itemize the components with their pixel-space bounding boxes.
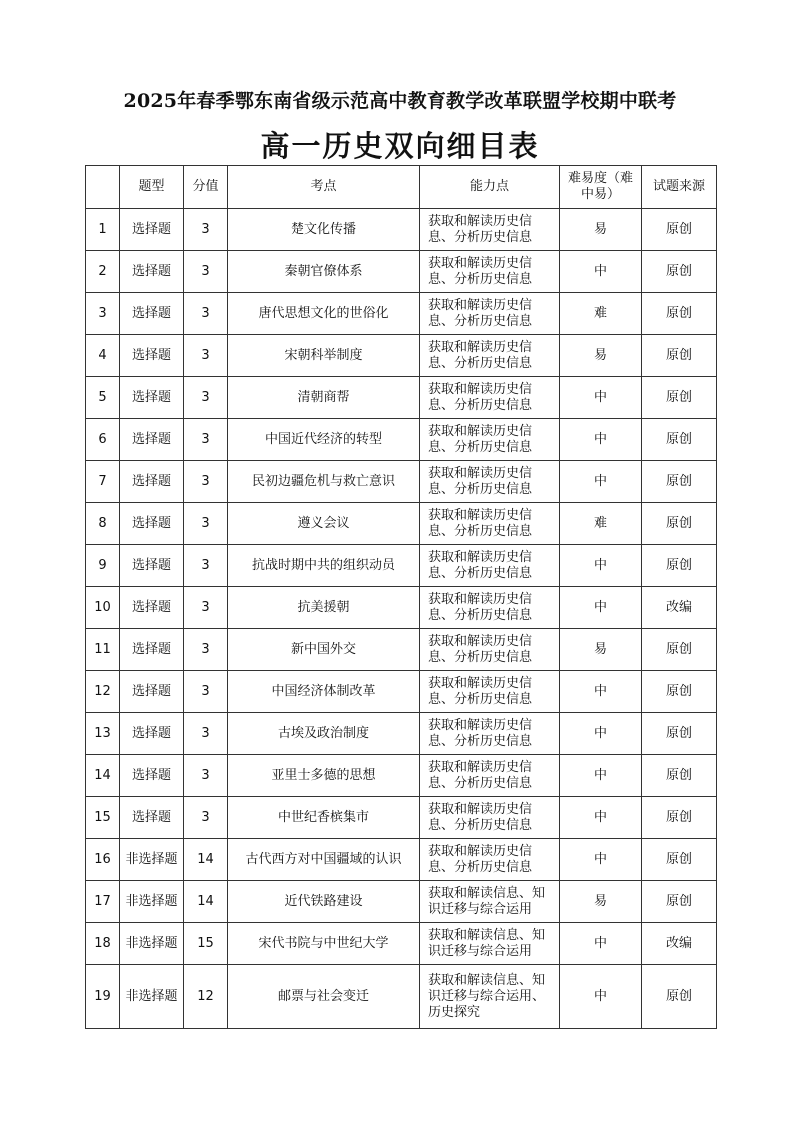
cell-number: 3 (86, 293, 120, 335)
cell-score: 3 (184, 419, 228, 461)
cell-difficulty: 中 (560, 713, 642, 755)
cell-topic: 中国近代经济的转型 (228, 419, 420, 461)
cell-number: 6 (86, 419, 120, 461)
cell-number: 9 (86, 545, 120, 587)
cell-difficulty: 中 (560, 377, 642, 419)
cell-difficulty: 中 (560, 965, 642, 1029)
cell-type: 选择题 (120, 293, 184, 335)
cell-type: 选择题 (120, 461, 184, 503)
cell-score: 3 (184, 545, 228, 587)
cell-ability: 获取和解读历史信息、分析历史信息 (420, 251, 560, 293)
cell-number: 19 (86, 965, 120, 1029)
cell-topic: 中世纪香槟集市 (228, 797, 420, 839)
table-row (86, 713, 717, 755)
cell-score: 15 (184, 923, 228, 965)
cell-number: 17 (86, 881, 120, 923)
cell-ability: 获取和解读历史信息、分析历史信息 (420, 839, 560, 881)
cell-source: 原创 (642, 839, 717, 881)
cell-type: 选择题 (120, 671, 184, 713)
table-row (86, 923, 717, 965)
cell-number: 15 (86, 797, 120, 839)
cell-topic: 遵义会议 (228, 503, 420, 545)
cell-topic: 古代西方对中国疆域的认识 (228, 839, 420, 881)
cell-topic: 抗战时期中共的组织动员 (228, 545, 420, 587)
exam-title: 2025年春季鄂东南省级示范高中教育教学改革联盟学校期中联考 (123, 90, 677, 112)
cell-ability: 获取和解读历史信息、分析历史信息 (420, 503, 560, 545)
cell-ability: 获取和解读历史信息、分析历史信息 (420, 293, 560, 335)
cell-score: 3 (184, 713, 228, 755)
cell-difficulty: 中 (560, 839, 642, 881)
cell-number: 2 (86, 251, 120, 293)
table-row (86, 335, 717, 377)
cell-type: 选择题 (120, 797, 184, 839)
cell-source: 原创 (642, 629, 717, 671)
cell-score: 3 (184, 755, 228, 797)
cell-ability: 获取和解读历史信息、分析历史信息 (420, 713, 560, 755)
cell-source: 原创 (642, 293, 717, 335)
cell-score: 3 (184, 251, 228, 293)
cell-type: 非选择题 (120, 965, 184, 1029)
cell-number: 7 (86, 461, 120, 503)
cell-score: 3 (184, 461, 228, 503)
cell-type: 选择题 (120, 209, 184, 251)
cell-topic: 邮票与社会变迁 (228, 965, 420, 1029)
cell-source: 原创 (642, 209, 717, 251)
table-row (86, 839, 717, 881)
cell-ability: 获取和解读历史信息、分析历史信息 (420, 629, 560, 671)
cell-score: 3 (184, 629, 228, 671)
cell-ability: 获取和解读历史信息、分析历史信息 (420, 755, 560, 797)
cell-type: 选择题 (120, 587, 184, 629)
cell-score: 3 (184, 335, 228, 377)
cell-score: 3 (184, 587, 228, 629)
cell-number: 1 (86, 209, 120, 251)
cell-score: 3 (184, 503, 228, 545)
col-header-type: 题型 (120, 166, 184, 209)
cell-ability: 获取和解读历史信息、分析历史信息 (420, 209, 560, 251)
cell-topic: 唐代思想文化的世俗化 (228, 293, 420, 335)
cell-difficulty: 中 (560, 755, 642, 797)
cell-source: 原创 (642, 965, 717, 1029)
cell-source: 原创 (642, 251, 717, 293)
cell-topic: 亚里士多德的思想 (228, 755, 420, 797)
cell-type: 非选择题 (120, 881, 184, 923)
cell-ability: 获取和解读历史信息、分析历史信息 (420, 419, 560, 461)
table-row (86, 755, 717, 797)
cell-difficulty: 难 (560, 503, 642, 545)
cell-source: 原创 (642, 797, 717, 839)
table-row (86, 419, 717, 461)
cell-topic: 民初边疆危机与救亡意识 (228, 461, 420, 503)
table-row (86, 503, 717, 545)
spec-table (85, 165, 717, 1029)
cell-topic: 近代铁路建设 (228, 881, 420, 923)
cell-difficulty: 中 (560, 587, 642, 629)
cell-number: 5 (86, 377, 120, 419)
cell-source: 原创 (642, 671, 717, 713)
col-header-score: 分值 (184, 166, 228, 209)
cell-source: 原创 (642, 377, 717, 419)
cell-source: 原创 (642, 545, 717, 587)
cell-source: 原创 (642, 503, 717, 545)
cell-number: 10 (86, 587, 120, 629)
cell-score: 14 (184, 839, 228, 881)
cell-number: 12 (86, 671, 120, 713)
table-title: 高一历史双向细目表 (260, 129, 540, 163)
cell-number: 11 (86, 629, 120, 671)
cell-difficulty: 难 (560, 293, 642, 335)
cell-topic: 宋朝科举制度 (228, 335, 420, 377)
cell-type: 选择题 (120, 629, 184, 671)
table-row (86, 209, 717, 251)
cell-ability: 获取和解读信息、知识迁移与综合运用 (420, 881, 560, 923)
cell-difficulty: 中 (560, 923, 642, 965)
col-header-source: 试题来源 (642, 166, 717, 209)
cell-difficulty: 易 (560, 209, 642, 251)
cell-number: 14 (86, 755, 120, 797)
cell-source: 改编 (642, 923, 717, 965)
cell-difficulty: 中 (560, 461, 642, 503)
cell-number: 13 (86, 713, 120, 755)
cell-source: 原创 (642, 713, 717, 755)
table-row (86, 881, 717, 923)
cell-type: 选择题 (120, 377, 184, 419)
table-row (86, 251, 717, 293)
cell-difficulty: 中 (560, 671, 642, 713)
cell-number: 8 (86, 503, 120, 545)
cell-topic: 中国经济体制改革 (228, 671, 420, 713)
cell-ability: 获取和解读历史信息、分析历史信息 (420, 671, 560, 713)
cell-score: 12 (184, 965, 228, 1029)
cell-score: 3 (184, 209, 228, 251)
cell-ability: 获取和解读历史信息、分析历史信息 (420, 335, 560, 377)
cell-source: 原创 (642, 461, 717, 503)
cell-source: 原创 (642, 881, 717, 923)
cell-type: 选择题 (120, 419, 184, 461)
cell-source: 改编 (642, 587, 717, 629)
table-row (86, 587, 717, 629)
table-row (86, 965, 717, 1029)
cell-ability: 获取和解读历史信息、分析历史信息 (420, 587, 560, 629)
cell-difficulty: 易 (560, 881, 642, 923)
cell-score: 3 (184, 377, 228, 419)
col-header-ability: 能力点 (420, 166, 560, 209)
cell-type: 选择题 (120, 713, 184, 755)
cell-type: 非选择题 (120, 923, 184, 965)
cell-type: 选择题 (120, 251, 184, 293)
cell-topic: 新中国外交 (228, 629, 420, 671)
cell-topic: 楚文化传播 (228, 209, 420, 251)
table-row (86, 545, 717, 587)
cell-type: 选择题 (120, 503, 184, 545)
cell-ability: 获取和解读信息、知识迁移与综合运用 (420, 923, 560, 965)
table-row (86, 461, 717, 503)
cell-number: 18 (86, 923, 120, 965)
cell-type: 选择题 (120, 335, 184, 377)
cell-ability: 获取和解读历史信息、分析历史信息 (420, 377, 560, 419)
cell-source: 原创 (642, 755, 717, 797)
table-header-row (86, 166, 717, 209)
cell-number: 4 (86, 335, 120, 377)
cell-score: 3 (184, 671, 228, 713)
cell-ability: 获取和解读历史信息、分析历史信息 (420, 797, 560, 839)
cell-difficulty: 中 (560, 797, 642, 839)
cell-source: 原创 (642, 335, 717, 377)
cell-difficulty: 中 (560, 545, 642, 587)
table-row (86, 629, 717, 671)
cell-type: 选择题 (120, 545, 184, 587)
cell-topic: 清朝商帮 (228, 377, 420, 419)
col-header-number (86, 166, 120, 209)
cell-topic: 古埃及政治制度 (228, 713, 420, 755)
cell-ability: 获取和解读历史信息、分析历史信息 (420, 461, 560, 503)
cell-difficulty: 易 (560, 335, 642, 377)
cell-source: 原创 (642, 419, 717, 461)
col-header-topic: 考点 (228, 166, 420, 209)
cell-difficulty: 中 (560, 419, 642, 461)
table-body (86, 209, 717, 1029)
cell-score: 3 (184, 797, 228, 839)
cell-number: 16 (86, 839, 120, 881)
table-row (86, 671, 717, 713)
table-row (86, 377, 717, 419)
table-row (86, 797, 717, 839)
col-header-difficulty: 难易度（难中易） (560, 166, 642, 209)
cell-score: 14 (184, 881, 228, 923)
cell-ability: 获取和解读信息、知识迁移与综合运用、历史探究 (420, 965, 560, 1029)
cell-topic: 抗美援朝 (228, 587, 420, 629)
cell-type: 非选择题 (120, 839, 184, 881)
cell-difficulty: 易 (560, 629, 642, 671)
cell-type: 选择题 (120, 755, 184, 797)
cell-difficulty: 中 (560, 251, 642, 293)
cell-score: 3 (184, 293, 228, 335)
cell-topic: 宋代书院与中世纪大学 (228, 923, 420, 965)
cell-ability: 获取和解读历史信息、分析历史信息 (420, 545, 560, 587)
table-row (86, 293, 717, 335)
cell-topic: 秦朝官僚体系 (228, 251, 420, 293)
